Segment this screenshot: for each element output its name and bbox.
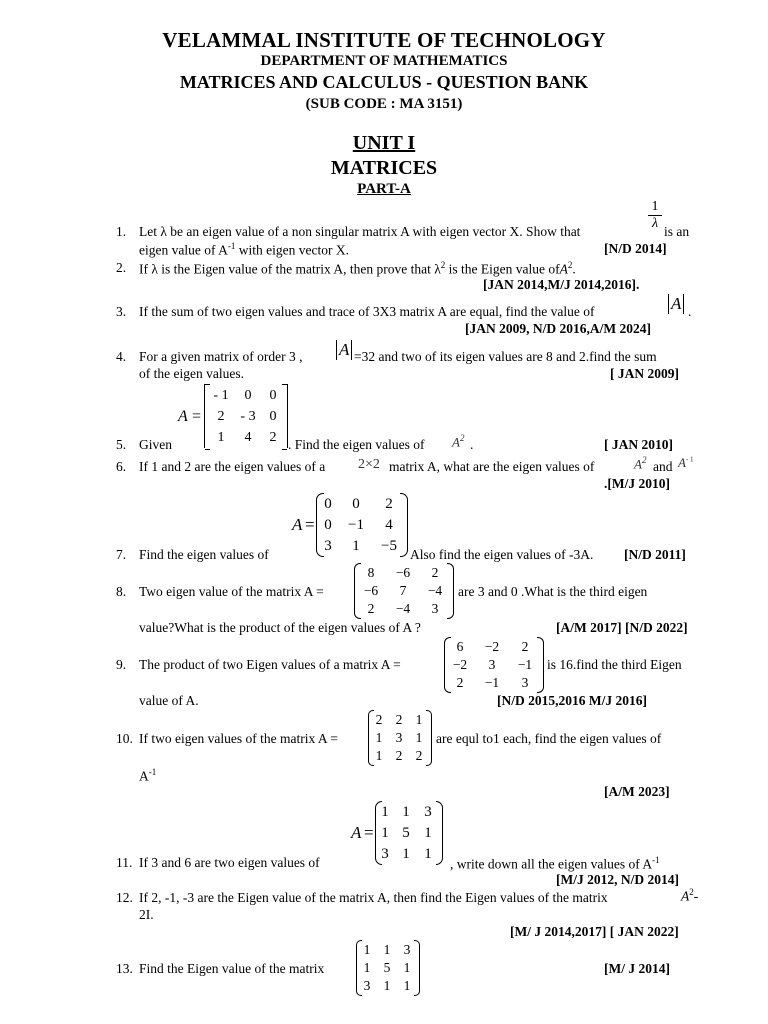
- text-part: -: [693, 888, 699, 904]
- matrix-cell: 0: [269, 387, 277, 403]
- fraction-denominator: λ: [648, 215, 662, 232]
- math-symbol: A: [634, 456, 642, 472]
- matrix-q9: [444, 637, 544, 693]
- matrix-q5: [204, 384, 288, 448]
- superscript: 2: [459, 433, 465, 443]
- determinant-A: A: [336, 340, 352, 360]
- paren-right: [436, 801, 443, 865]
- question-text: If the sum of two eigen values and trace of 3X3 matrix A are equal, find the value of: [139, 304, 595, 319]
- question-text: If two eigen values of the matrix A =: [139, 731, 338, 746]
- matrix-cell: 4: [385, 516, 393, 533]
- paren-left: [354, 563, 361, 619]
- matrix-cell: 1: [383, 942, 391, 957]
- bracket-edge: [205, 384, 210, 450]
- matrix-cell: 5: [402, 824, 410, 841]
- matrix-cell: 7: [399, 583, 407, 598]
- matrix-cell: 1: [381, 803, 389, 820]
- matrix-cell: 3: [395, 730, 403, 745]
- matrix-cell: 2: [269, 429, 277, 445]
- matrix-cell: 3: [424, 803, 432, 820]
- equals-sign: =: [305, 515, 315, 534]
- superscript: -1: [652, 855, 660, 865]
- question-text: value of A.: [139, 693, 199, 708]
- question-number: 10.: [116, 731, 133, 746]
- A-squared: [634, 455, 646, 472]
- matrix-cell: 1: [402, 803, 410, 820]
- institute-name: VELAMMAL INSTITUTE OF TECHNOLOGY: [162, 28, 606, 52]
- matrix-cell: 2: [395, 748, 403, 763]
- question-number: 1.: [116, 224, 127, 239]
- unit-title: MATRICES: [330, 157, 438, 179]
- math-symbol: A: [681, 888, 690, 904]
- matrix-cell: 1: [217, 429, 225, 445]
- question-text: [139, 767, 156, 785]
- question-text: 2I.: [139, 907, 154, 922]
- question-text: Also find the eigen values of -3A.: [410, 547, 594, 562]
- fraction-numerator: 1: [651, 199, 659, 214]
- matrix-cell: 3: [324, 537, 332, 554]
- paren-left: [444, 637, 451, 693]
- superscript: - 1: [685, 455, 694, 464]
- matrix-cell: −4: [427, 583, 443, 598]
- text-part: A: [139, 768, 149, 784]
- exam-reference: [A/M 2017] [N/D 2022]: [556, 620, 688, 635]
- subject-code: (SUB CODE : MA 3151): [305, 96, 463, 112]
- matrix-cell: 1: [402, 845, 410, 862]
- matrix-grid: [444, 638, 540, 692]
- paren-left: [368, 710, 374, 766]
- matrix-cell: 1: [424, 845, 432, 862]
- question-text: Given: [139, 437, 172, 452]
- question-text: is an: [664, 224, 690, 239]
- matrix-cell: 0: [269, 408, 277, 424]
- matrix-cell: 1: [424, 824, 432, 841]
- text-part: , write down all the eigen values of A: [450, 856, 653, 872]
- matrix-grid: [354, 564, 450, 618]
- question-number: 6.: [116, 459, 127, 474]
- dimension-2x2: 2×2: [358, 457, 380, 472]
- matrix-cell: 2: [375, 712, 383, 727]
- matrix-grid: [316, 494, 405, 557]
- question-number: 11.: [116, 855, 133, 870]
- exam-reference: [ JAN 2009]: [610, 366, 679, 381]
- question-number: 8.: [116, 584, 127, 599]
- paren-right: [426, 710, 432, 766]
- matrix-grid: [356, 941, 416, 995]
- exam-reference: [M/ J 2014]: [604, 961, 670, 976]
- exam-reference: [JAN 2014,M/J 2014,2016].: [483, 277, 640, 292]
- matrix-cell: 3: [363, 978, 371, 993]
- matrix-cell: 1: [363, 942, 371, 957]
- matrix-cell: 1: [415, 712, 423, 727]
- superscript: 2: [567, 260, 573, 270]
- matrix-q11: [375, 801, 443, 865]
- matrix-cell: −6: [395, 565, 411, 580]
- question-text: [450, 855, 660, 873]
- question-text: matrix A, what are the eigen values of: [389, 459, 595, 474]
- A-squared: [452, 433, 464, 450]
- question-text: of the eigen values.: [139, 366, 244, 381]
- matrix-cell: −4: [395, 601, 411, 616]
- matrix-grid: [375, 802, 439, 865]
- superscript: 2: [641, 455, 647, 465]
- matrix-cell: 3: [431, 601, 439, 616]
- matrix-q10: [368, 710, 432, 766]
- matrix-cell: 0: [324, 495, 332, 512]
- matrix-cell: 2: [431, 565, 439, 580]
- question-number: 2.: [116, 260, 127, 275]
- matrix-label: A: [292, 515, 303, 534]
- matrix-cell: −1: [348, 516, 364, 533]
- matrix-cell: 2: [521, 639, 529, 654]
- matrix-cell: 3: [403, 942, 411, 957]
- question-text: =32 and two of its eigen values are 8 and 2.find the sum: [354, 349, 657, 364]
- superscript: 2: [689, 887, 694, 897]
- math-symbol: A: [452, 434, 460, 450]
- text-part: is the Eigen value of: [445, 261, 560, 277]
- question-number: 9.: [116, 657, 127, 672]
- matrix-cell: −1: [484, 675, 500, 690]
- superscript: 2: [440, 260, 446, 270]
- matrix-cell: 2: [456, 675, 464, 690]
- exam-reference: [N/D 2011]: [624, 547, 686, 562]
- exam-reference: .[M/J 2010]: [604, 476, 670, 491]
- equals-sign: =: [364, 823, 374, 842]
- exam-reference: [M/ J 2014,2017] [ JAN 2022]: [510, 924, 679, 939]
- matrix-cell: 3: [488, 657, 496, 672]
- question-text: If λ is the Eigen value of the matrix A, then prove that $\lambda^2$ is the Eigen value ofA$^2$.: [139, 260, 576, 277]
- matrix-cell: 1: [375, 748, 383, 763]
- matrix-cell: 3: [521, 675, 529, 690]
- matrix-cell: 1: [363, 960, 371, 975]
- math-symbol: A: [678, 455, 686, 470]
- text-part: with eigen vector X.: [235, 242, 349, 258]
- matrix-cell: 2: [415, 748, 423, 763]
- paren-left: [316, 493, 324, 557]
- matrix-cell: 0: [324, 516, 332, 533]
- matrix-grid: [368, 711, 428, 765]
- equals-sign: =: [192, 408, 202, 425]
- matrix-cell: 0: [352, 495, 360, 512]
- matrix-cell: −2: [452, 657, 468, 672]
- matrix-cell: 1: [352, 537, 360, 554]
- matrix-label: A: [351, 823, 362, 842]
- matrix-cell: 2: [385, 495, 393, 512]
- paren-left: [375, 801, 382, 865]
- period: .: [470, 437, 474, 452]
- matrix-cell: 1: [381, 824, 389, 841]
- question-text: Two eigen value of the matrix A =: [139, 584, 324, 599]
- paren-right: [537, 637, 544, 693]
- matrix-cell: 1: [403, 978, 411, 993]
- question-text: For a given matrix of order 3 ,: [139, 349, 303, 364]
- superscript: -1: [148, 767, 157, 777]
- matrix-label: A: [178, 408, 188, 425]
- exam-reference: [ JAN 2010]: [604, 437, 673, 452]
- question-text: are 3 and 0 .What is the third eigen: [458, 584, 648, 599]
- question-text: Find the Eigen value of the matrix: [139, 961, 325, 976]
- matrix-cell: −1: [517, 657, 533, 672]
- matrix-grid: [205, 385, 285, 448]
- document-title: MATRICES AND CALCULUS - QUESTION BANK: [179, 72, 589, 92]
- question-text: is 16.find the third Eigen: [547, 657, 682, 672]
- question-text: Find the eigen values of: [139, 547, 269, 562]
- paren-right: [414, 940, 420, 996]
- matrix-q8: [354, 563, 454, 619]
- department-name: DEPARTMENT OF MATHEMATICS: [260, 53, 508, 69]
- determinant-A: A: [668, 294, 684, 314]
- exam-reference: [N/D 2014]: [604, 241, 667, 256]
- math-symbol: A: [559, 261, 568, 277]
- matrix-cell: 1: [375, 730, 383, 745]
- matrix-cell: −6: [363, 583, 379, 598]
- period: .: [688, 304, 692, 319]
- exam-reference: [N/D 2015,2016 M/J 2016]: [497, 693, 647, 708]
- question-number: 7.: [116, 547, 127, 562]
- paren-left: [356, 940, 362, 996]
- question-text: value?What is the product of the eigen values of A ?: [139, 620, 421, 635]
- question-number: 12.: [116, 890, 133, 905]
- matrix-q13: [356, 940, 420, 996]
- matrix-cell: 2: [395, 712, 403, 727]
- superscript: -1: [227, 241, 236, 251]
- question-text: [139, 241, 349, 259]
- matrix-cell: 2: [367, 601, 375, 616]
- matrix-cell: 1: [383, 978, 391, 993]
- matrix-cell: −2: [484, 639, 500, 654]
- exam-reference: [M/J 2012, N/D 2014]: [556, 872, 679, 887]
- matrix-cell: 6: [456, 639, 464, 654]
- text-part: If λ is the Eigen value of the matrix A, then prove that λ: [139, 261, 441, 277]
- matrix-cell: 4: [244, 429, 252, 445]
- question-number: 4.: [116, 349, 127, 364]
- matrix-cell: 2: [217, 408, 225, 424]
- bracket-edge: [282, 384, 287, 450]
- question-text: are equl to1 each, find the eigen values of: [436, 731, 662, 746]
- exam-reference: [A/M 2023]: [604, 784, 670, 799]
- question-text: The product of two Eigen values of a matrix A =: [139, 657, 401, 672]
- matrix-cell: 1: [415, 730, 423, 745]
- A-squared: [681, 887, 698, 905]
- conjunction: and: [653, 459, 673, 474]
- question-text: Let λ be an eigen value of a non singular matrix A with eigen vector X. Show that: [139, 224, 581, 239]
- unit-heading: UNIT I: [352, 132, 416, 154]
- question-text: If 2, -1, -3 are the Eigen value of the matrix A, then find the Eigen values of the matrix: [139, 890, 608, 905]
- paren-right: [447, 563, 454, 619]
- A-inverse: [678, 455, 694, 471]
- exam-reference: [JAN 2009, N/D 2016,A/M 2024]: [465, 321, 651, 336]
- matrix-cell: −5: [381, 537, 397, 554]
- matrix-cell: 0: [244, 387, 252, 403]
- matrix-cell: - 3: [240, 408, 256, 424]
- matrix-cell: - 1: [213, 387, 229, 403]
- paren-right: [400, 493, 408, 557]
- matrix-cell: 1: [403, 960, 411, 975]
- question-number: 13.: [116, 961, 133, 976]
- text-part: eigen value of A: [139, 242, 228, 258]
- matrix-cell: 5: [383, 960, 391, 975]
- matrix-cell: 8: [367, 565, 375, 580]
- matrix-q7: [316, 493, 408, 557]
- question-text: . Find the eigen values of: [288, 437, 425, 452]
- fraction-one-over-lambda: [648, 199, 662, 232]
- part-heading: PART-A: [357, 181, 411, 197]
- question-number: 5.: [116, 437, 127, 452]
- matrix-cell: 3: [381, 845, 389, 862]
- question-text: If 3 and 6 are two eigen values of: [139, 855, 320, 870]
- question-number: 3.: [116, 304, 127, 319]
- question-text: If 1 and 2 are the eigen values of a: [139, 459, 326, 474]
